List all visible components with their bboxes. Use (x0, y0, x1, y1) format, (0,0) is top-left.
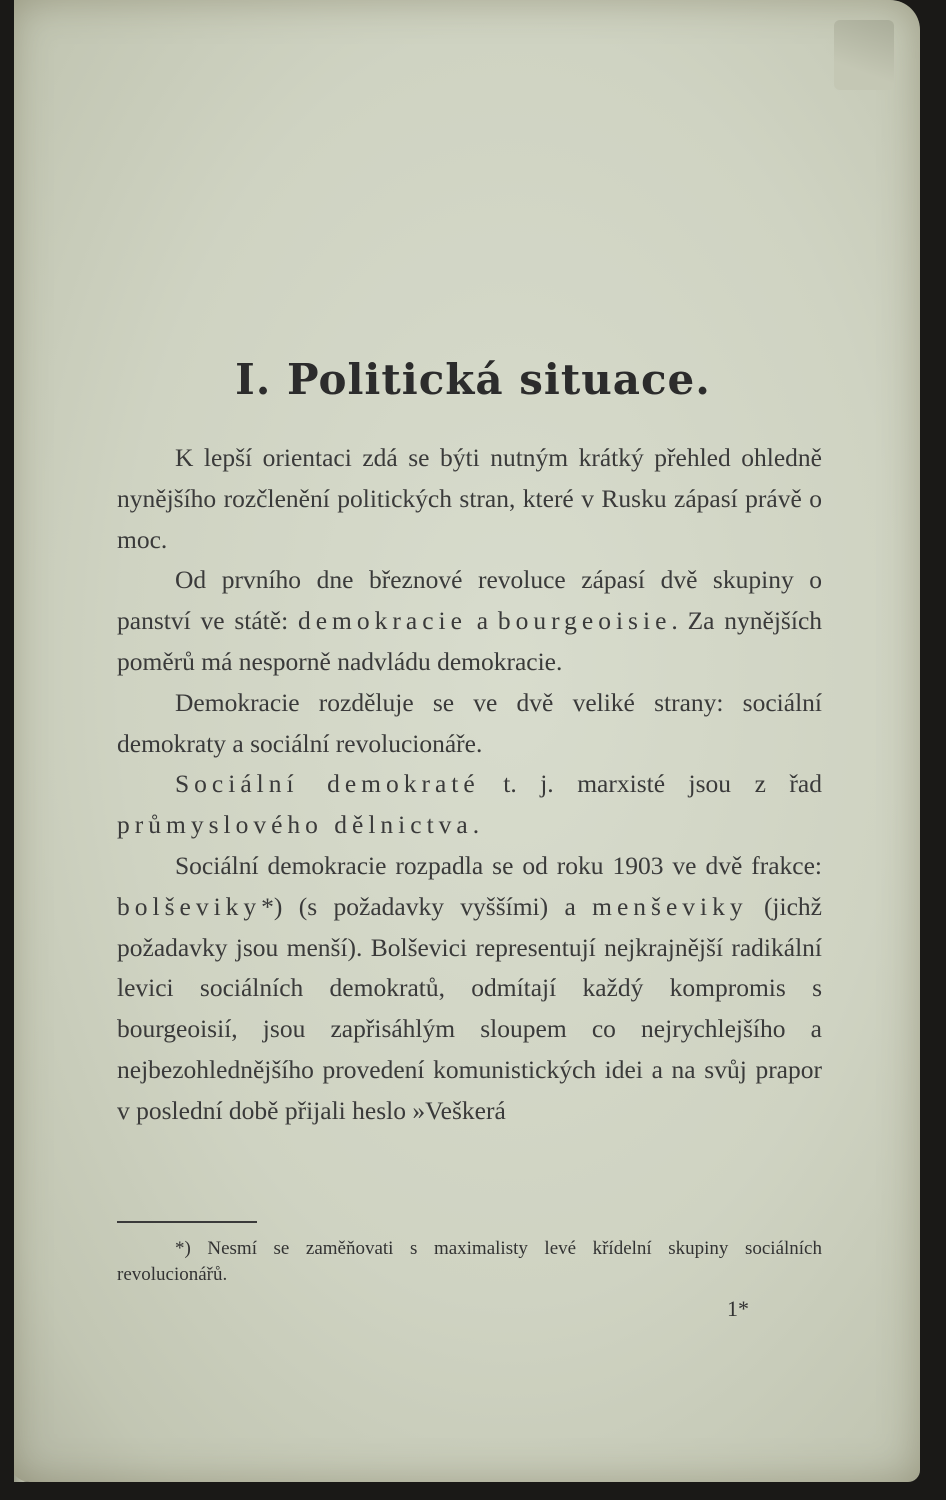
body-text (117, 438, 822, 1132)
text-run: Od prvního dne březnové revoluce zápasí dvě skupiny o panství ve státě: (117, 565, 822, 636)
worn-corner (834, 20, 894, 90)
paragraph-2 (117, 560, 822, 682)
text-run: K lepší orientaci zdá se býti nutným krátký přehled ohledně nynějšího rozčlenění politických stran, které v Rusku zápasí právě o moc. (117, 443, 822, 554)
spaced-term: bourgeoisie (497, 606, 672, 636)
paragraph-3 (117, 683, 822, 765)
paragraph-5 (117, 846, 822, 1132)
spaced-term: demokracie (297, 606, 467, 636)
footnote-rule (117, 1221, 257, 1223)
paragraph-4 (117, 764, 822, 846)
text-run: Demokracie rozděluje se ve dvě veliké strany: sociální demokraty a sociální revolucionáře. (117, 687, 822, 758)
text-run: *) (s požadavky vyššími) a (261, 891, 593, 921)
chapter-heading: I. Politická situace. (235, 355, 711, 404)
spaced-term: bolševiky (117, 891, 262, 921)
footnote (117, 1236, 822, 1288)
spaced-term: průmyslového dělnictva (117, 810, 473, 840)
text-run: . Za nynějších poměrů má nesporně nadvládu demokracie. (117, 606, 823, 676)
footnote-text: *) Nesmí se zaměňovati s maximalisty levé křídelní skupiny sociálních revolucionářů. (117, 1238, 822, 1285)
paragraph-1 (117, 438, 822, 560)
text-run: t. j. marxisté jsou z řad (479, 769, 822, 799)
left-edge (0, 0, 14, 1500)
signature-mark: 1* (727, 1296, 749, 1321)
text-run: Sociální demokracie rozpadla se od roku 1903 ve dvě frakce: (175, 850, 822, 880)
text-run: . (472, 810, 480, 840)
spaced-term: menševiky (592, 891, 748, 921)
bottom-edge (0, 1482, 946, 1500)
spaced-term: Sociální demokraté (175, 769, 480, 799)
text-run: (jichž požadavky jsou menší). Bolševici representují nejkrajnější radikální levici sociálních demokratů, odmítají každý kompromis s bourgeoisií, jsou zapřisáhlým sloupem co nejrychlejšího a nejbezohlednějšího provedení komunistických idei a na svůj prapor v poslední době přijali heslo »Veškerá (117, 891, 822, 1125)
text-run: a (466, 606, 498, 636)
